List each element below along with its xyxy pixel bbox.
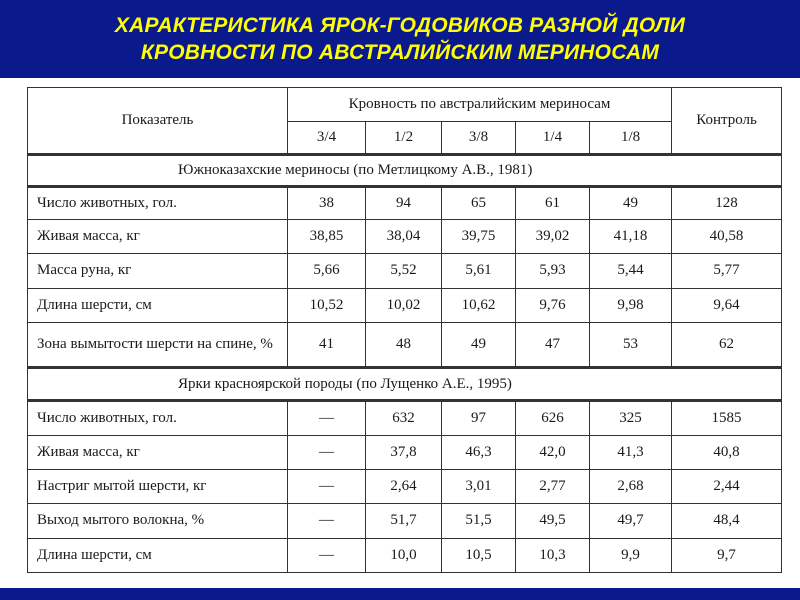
row-label: Настриг мытой шерсти, кг bbox=[28, 469, 288, 503]
table-row bbox=[28, 401, 782, 435]
value-cell: 94 bbox=[366, 186, 442, 219]
value-cell: 10,5 bbox=[442, 538, 516, 572]
value-cell: 10,3 bbox=[516, 538, 590, 572]
row-label: Длина шерсти, см bbox=[28, 538, 288, 572]
value-cell: 9,9 bbox=[590, 538, 672, 572]
value-cell: 51,7 bbox=[366, 504, 442, 538]
table-row bbox=[28, 186, 782, 219]
value-cell: 2,64 bbox=[366, 469, 442, 503]
table-row bbox=[28, 322, 782, 367]
section-title: Южноказахские мериносы (по Метлицкому А.В., 1981) bbox=[28, 154, 782, 186]
value-cell: 51,5 bbox=[442, 504, 516, 538]
slide-title-line-2: КРОВНОСТИ ПО АВСТРАЛИЙСКИМ МЕРИНОСАМ bbox=[140, 41, 660, 64]
value-cell: 49,7 bbox=[590, 504, 672, 538]
control-value-cell: 128 bbox=[672, 186, 782, 219]
value-cell: 10,0 bbox=[366, 538, 442, 572]
value-cell: 49 bbox=[442, 322, 516, 367]
title-banner bbox=[0, 0, 800, 78]
value-cell: 10,62 bbox=[442, 288, 516, 322]
row-label: Число животных, гол. bbox=[28, 186, 288, 219]
value-cell: 39,02 bbox=[516, 219, 590, 253]
bottom-banner bbox=[0, 588, 800, 600]
value-cell: 9,76 bbox=[516, 288, 590, 322]
header-indicator: Показатель bbox=[28, 88, 288, 155]
value-cell: 632 bbox=[366, 401, 442, 435]
value-cell: 53 bbox=[590, 322, 672, 367]
header-bloodline-group: Кровность по австралийским мериносам bbox=[288, 88, 672, 122]
control-value-cell: 2,44 bbox=[672, 469, 782, 503]
value-cell: 3,01 bbox=[442, 469, 516, 503]
table-row bbox=[28, 254, 782, 288]
value-cell: 41,18 bbox=[590, 219, 672, 253]
slide-title-line-1: ХАРАКТЕРИСТИКА ЯРОК-ГОДОВИКОВ РАЗНОЙ ДОЛИ bbox=[114, 14, 686, 37]
table-body bbox=[28, 88, 782, 573]
control-value-cell: 40,58 bbox=[672, 219, 782, 253]
row-label: Длина шерсти, см bbox=[28, 288, 288, 322]
header-row bbox=[28, 88, 782, 122]
value-cell: 5,52 bbox=[366, 254, 442, 288]
value-cell: 5,44 bbox=[590, 254, 672, 288]
row-label: Выход мытого волокна, % bbox=[28, 504, 288, 538]
control-value-cell: 40,8 bbox=[672, 435, 782, 469]
control-value-cell: 9,7 bbox=[672, 538, 782, 572]
control-value-cell: 5,77 bbox=[672, 254, 782, 288]
value-cell: 37,8 bbox=[366, 435, 442, 469]
value-cell: 41 bbox=[288, 322, 366, 367]
value-cell: — bbox=[288, 504, 366, 538]
control-value-cell: 1585 bbox=[672, 401, 782, 435]
section-title: Ярки красноярской породы (по Лущенко А.Е., 1995) bbox=[28, 368, 782, 401]
header-fraction-1-2: 1/2 bbox=[366, 122, 442, 154]
value-cell: 9,98 bbox=[590, 288, 672, 322]
value-cell: 5,93 bbox=[516, 254, 590, 288]
value-cell: 65 bbox=[442, 186, 516, 219]
value-cell: 46,3 bbox=[442, 435, 516, 469]
row-label: Число животных, гол. bbox=[28, 401, 288, 435]
value-cell: 97 bbox=[442, 401, 516, 435]
value-cell: 10,52 bbox=[288, 288, 366, 322]
header-fraction-1-4: 1/4 bbox=[516, 122, 590, 154]
header-fraction-3-8: 3/8 bbox=[442, 122, 516, 154]
header-control: Контроль bbox=[672, 88, 782, 155]
table-row bbox=[28, 435, 782, 469]
row-label: Живая масса, кг bbox=[28, 219, 288, 253]
row-label: Живая масса, кг bbox=[28, 435, 288, 469]
value-cell: 49,5 bbox=[516, 504, 590, 538]
value-cell: 47 bbox=[516, 322, 590, 367]
section-row bbox=[28, 368, 782, 401]
value-cell: 2,77 bbox=[516, 469, 590, 503]
value-cell: 41,3 bbox=[590, 435, 672, 469]
value-cell: 61 bbox=[516, 186, 590, 219]
value-cell: 49 bbox=[590, 186, 672, 219]
value-cell: — bbox=[288, 538, 366, 572]
value-cell: 48 bbox=[366, 322, 442, 367]
table-row bbox=[28, 538, 782, 572]
section-row bbox=[28, 154, 782, 186]
value-cell: — bbox=[288, 469, 366, 503]
value-cell: 5,61 bbox=[442, 254, 516, 288]
header-fraction-3-4: 3/4 bbox=[288, 122, 366, 154]
value-cell: — bbox=[288, 435, 366, 469]
value-cell: 38 bbox=[288, 186, 366, 219]
value-cell: 39,75 bbox=[442, 219, 516, 253]
value-cell: 626 bbox=[516, 401, 590, 435]
value-cell: 2,68 bbox=[590, 469, 672, 503]
value-cell: 38,85 bbox=[288, 219, 366, 253]
table-row bbox=[28, 504, 782, 538]
header-fraction-1-8: 1/8 bbox=[590, 122, 672, 154]
row-label: Зона вымытости шерсти на спине, % bbox=[28, 322, 288, 367]
value-cell: 10,02 bbox=[366, 288, 442, 322]
value-cell: 42,0 bbox=[516, 435, 590, 469]
value-cell: 38,04 bbox=[366, 219, 442, 253]
table-row bbox=[28, 288, 782, 322]
data-table bbox=[27, 87, 782, 573]
control-value-cell: 62 bbox=[672, 322, 782, 367]
value-cell: 5,66 bbox=[288, 254, 366, 288]
table-row bbox=[28, 469, 782, 503]
control-value-cell: 9,64 bbox=[672, 288, 782, 322]
row-label: Масса руна, кг bbox=[28, 254, 288, 288]
value-cell: 325 bbox=[590, 401, 672, 435]
value-cell: — bbox=[288, 401, 366, 435]
control-value-cell: 48,4 bbox=[672, 504, 782, 538]
table-row bbox=[28, 219, 782, 253]
